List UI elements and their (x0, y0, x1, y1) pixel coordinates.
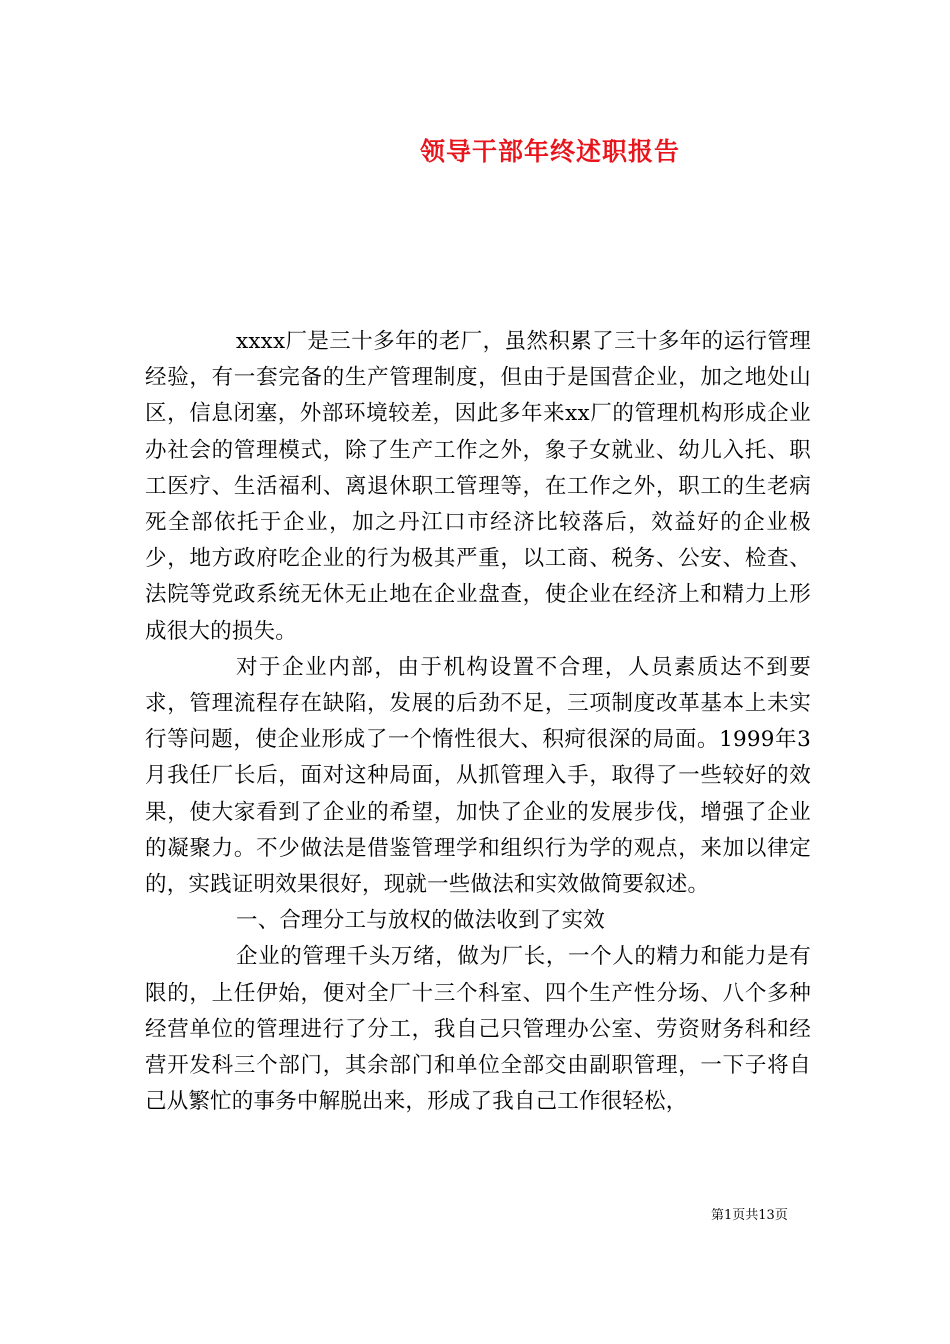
document-title: 领导干部年终述职报告 (419, 137, 680, 166)
paragraph: 企业的管理千头万绪，做为厂长，一个人的精力和能力是有限的，上任伊始，便对全厂十三个科室、四个生产性分场、八个多种经营单位的管理进行了分工，我自己只管理办公室、劳资财务科和经营开发科三个部门，其余部门和单位全部交由副职管理，一下子将自己从繁忙的事务中解脱出来，形成了我自己工作很轻松， (145, 944, 811, 1115)
paragraph: 对于企业内部，由于机构设置不合理，人员素质达不到要求，管理流程存在缺陷，发展的后劲不足，三项制度改革基本上未实行等问题，使企业形成了一个惰性很大、积疴很深的局面。1999年3月我任厂长后，面对这种局面，从抓管理入手，取得了一些较好的效果，使大家看到了企业的希望，加快了企业的发展步伐，增强了企业的凝聚力。不少做法是借鉴管理学和组织行为学的观点，来加以律定的，实践证明效果很好，现就一些做法和实效做简要叙述。 (145, 654, 811, 898)
document-body (145, 324, 811, 1120)
page-number: 第1页共13页 (711, 1208, 788, 1223)
section-heading: 一、合理分工与放权的做法收到了实效 (236, 908, 605, 934)
paragraph: xxxx厂是三十多年的老厂，虽然积累了三十多年的运行管理经验，有一套完备的生产管理制度，但由于是国营企业，加之地处山区，信息闭塞，外部环境较差，因此多年来xx厂的管理机构形成企业办社会的管理模式，除了生产工作之外，象子女就业、幼儿入托、职工医疗、生活福利、离退休职工管理等，在工作之外，职工的生老病死全部依托于企业，加之丹江口市经济比较落后，效益好的企业极少，地方政府吃企业的行为极其严重，以工商、税务、公安、检查、法院等党政系统无休无止地在企业盘查，使企业在经济上和精力上形成很大的损失。 (145, 329, 811, 644)
